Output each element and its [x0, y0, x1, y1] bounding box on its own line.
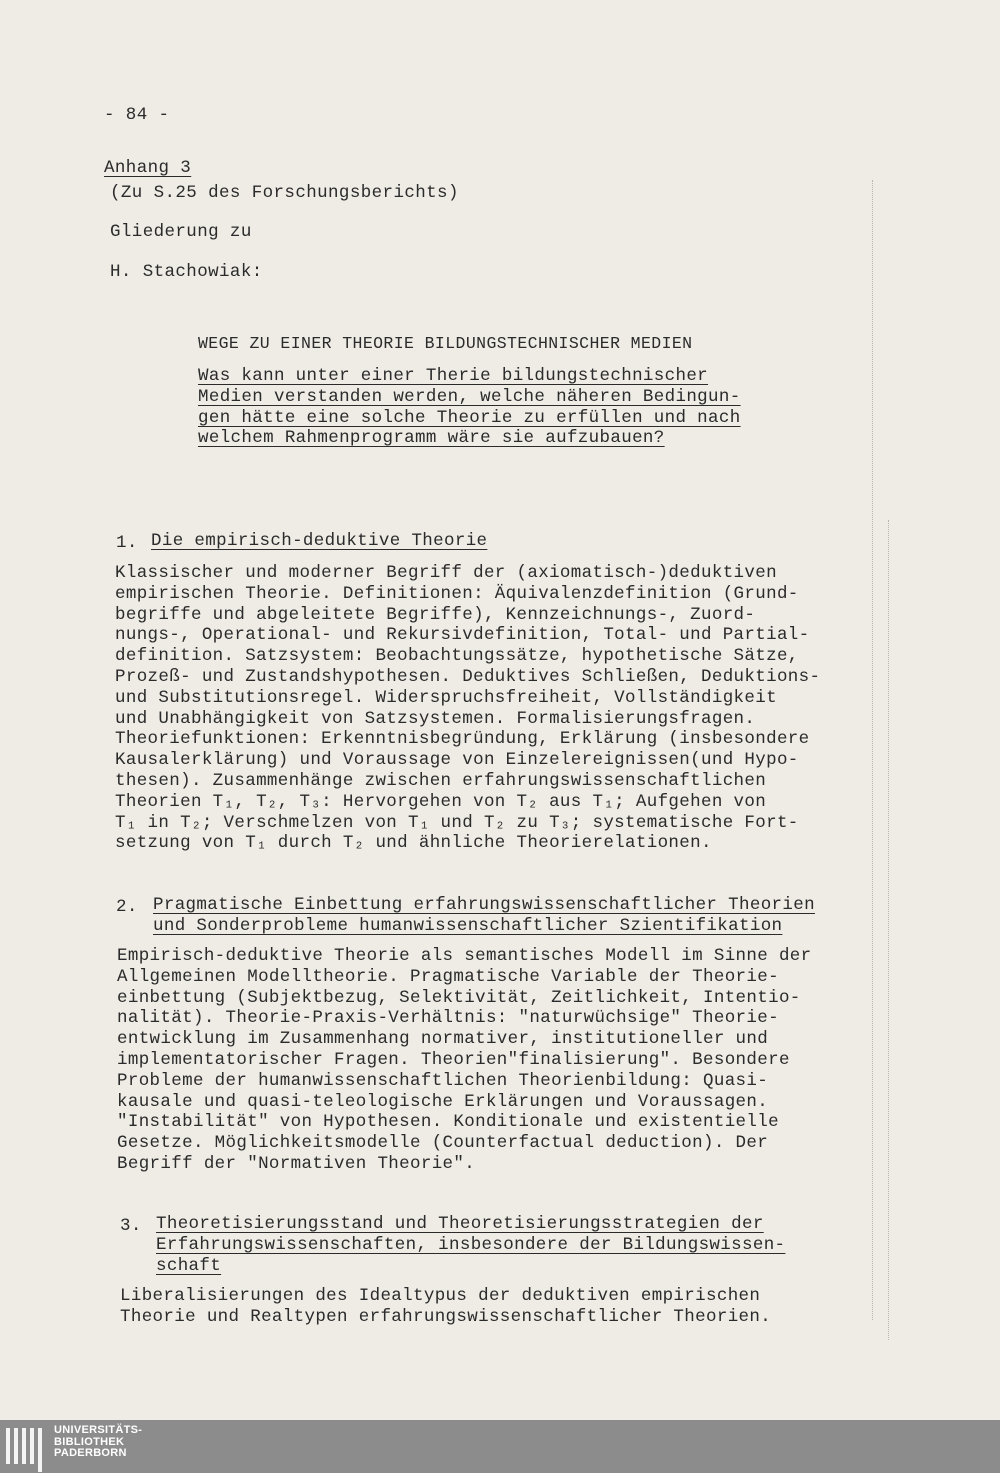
appendix-label: Anhang 3 [104, 158, 192, 178]
body-line: und Substitutionsregel. Widerspruchsfreiheit, Vollständigkeit [115, 687, 777, 708]
body-line: einbettung (Subjektbezug, Selektivität, Zeitlichkeit, Intentio- [117, 987, 801, 1008]
library-name-line: PADERBORN [54, 1447, 127, 1459]
body-line: Probleme der humanwissenschaftlichen Theorienbildung: Quasi- [117, 1070, 769, 1091]
page-number: - 84 - [104, 105, 170, 125]
section-1-body [115, 563, 820, 854]
body-line: Begriff der "Normativen Theorie". [117, 1153, 476, 1174]
body-line: definition. Satzsystem: Beobachtungssätze, hypothetische Sätze, [115, 646, 799, 667]
document-title: WEGE ZU EINER THEORIE BILDUNGSTECHNISCHER MEDIEN [198, 334, 693, 353]
body-line: und Unabhängigkeit von Satzsystemen. Formalisierungsfragen. [115, 708, 756, 729]
subtitle-line: Medien verstanden werden, welche näheren Bedingun- [198, 386, 741, 407]
body-line: nalität). Theorie-Praxis-Verhältnis: "naturwüchsige" Theorie- [117, 1008, 779, 1029]
section-heading-line: Die empirisch-deduktive Theorie [151, 531, 488, 551]
library-footer-bar [0, 1420, 1000, 1473]
subtitle-line: gen hätte eine solche Theorie zu erfüllen und nach [198, 407, 741, 428]
body-line: T₁ in T₂; Verschmelzen von T₁ und T₂ zu T₃; systematische Fort- [115, 812, 799, 833]
body-line: Kausalerklärung) und Voraussage von Einzelereignissen(und Hypo- [115, 750, 799, 771]
body-line: "Instabilität" von Hypothesen. Konditionale und existentielle [117, 1112, 779, 1133]
section-3-heading [156, 1214, 785, 1276]
body-line: Theorie und Realtypen erfahrungswissenschaftlicher Theorien. [120, 1306, 772, 1327]
section-1-heading [151, 531, 487, 552]
body-line: nungs-, Operational- und Rekursivdefinition, Total- und Partial- [115, 625, 810, 646]
body-line: empirischen Theorie. Definitionen: Äquivalenzdefinition (Grund- [115, 583, 799, 604]
section-2-body [117, 946, 812, 1175]
body-line: Theorien T₁, T₂, T₃: Hervorgehen von T₂ aus T₁; Aufgehen von [115, 791, 767, 812]
body-line: entwicklung im Zusammenhang normativer, institutioneller und [117, 1029, 769, 1050]
body-line: begriffe und abgeleitete Begriffe), Kennzeichnungs-, Zuord- [115, 604, 756, 625]
section-heading-line: und Sonderprobleme humanwissenschaftlicher Szientifikation [153, 915, 783, 936]
library-name-line: UNIVERSITÄTS- [54, 1424, 143, 1436]
section-heading-line: Erfahrungswissenschaften, insbesondere der Bildungswissen- [156, 1234, 786, 1255]
section-2-heading [153, 895, 815, 937]
body-line: Allgemeinen Modelltheorie. Pragmatische Variable der Theorie- [117, 966, 779, 987]
body-line: thesen). Zusammenhänge zwischen erfahrungswissenschaftlichen [115, 770, 767, 791]
body-line: Klassischer und moderner Begriff der (axiomatisch-)deduktiven [115, 563, 777, 583]
document-subtitle [198, 366, 741, 449]
body-line: setzung von T₁ durch T₂ und ähnliche Theorierelationen. [115, 833, 712, 854]
body-line: Liberalisierungen des Idealtypus der deduktiven empirischen [120, 1286, 761, 1306]
margin-bleedthrough-line [888, 520, 889, 1340]
body-line: Prozeß- und Zustandshypothesen. Deduktives Schließen, Deduktions- [115, 666, 821, 687]
reference-note: (Zu S.25 des Forschungsberichts) [110, 183, 459, 203]
section-heading-line: Pragmatische Einbettung erfahrungswissenschaftlicher Theorien [153, 895, 815, 915]
section-1-number: 1. [116, 533, 138, 553]
section-3-number: 3. [120, 1216, 142, 1236]
margin-bleedthrough-line [872, 180, 873, 1320]
body-line: Theoriefunktionen: Erkenntnisbegründung, Erklärung (insbesondere [115, 729, 810, 750]
section-3-body [120, 1286, 771, 1328]
section-heading-line: Theoretisierungsstand und Theoretisierungsstrategien der [156, 1214, 764, 1234]
section-2-number: 2. [116, 897, 138, 917]
body-line: Gesetze. Möglichkeitsmodelle (Counterfactual deduction). Der [117, 1133, 769, 1154]
body-line: Empirisch-deduktive Theorie als semantisches Modell im Sinne der [117, 946, 812, 966]
library-name-line: BIBLIOTHEK [54, 1435, 125, 1448]
library-stripes-icon [6, 1428, 46, 1466]
library-name [54, 1425, 142, 1460]
subtitle-line: Was kann unter einer Therie bildungstechnischer [198, 366, 709, 386]
section-heading-line: schaft [156, 1255, 222, 1276]
author-name: H. Stachowiak: [110, 262, 263, 282]
body-line: implementatorischer Fragen. Theorien"finalisierung". Besondere [117, 1049, 790, 1070]
outline-label: Gliederung zu [110, 222, 252, 242]
body-line: kausale und quasi-teleologische Erklärungen und Voraussagen. [117, 1091, 769, 1112]
subtitle-line: welchem Rahmenprogramm wäre sie aufzubauen? [198, 428, 665, 449]
